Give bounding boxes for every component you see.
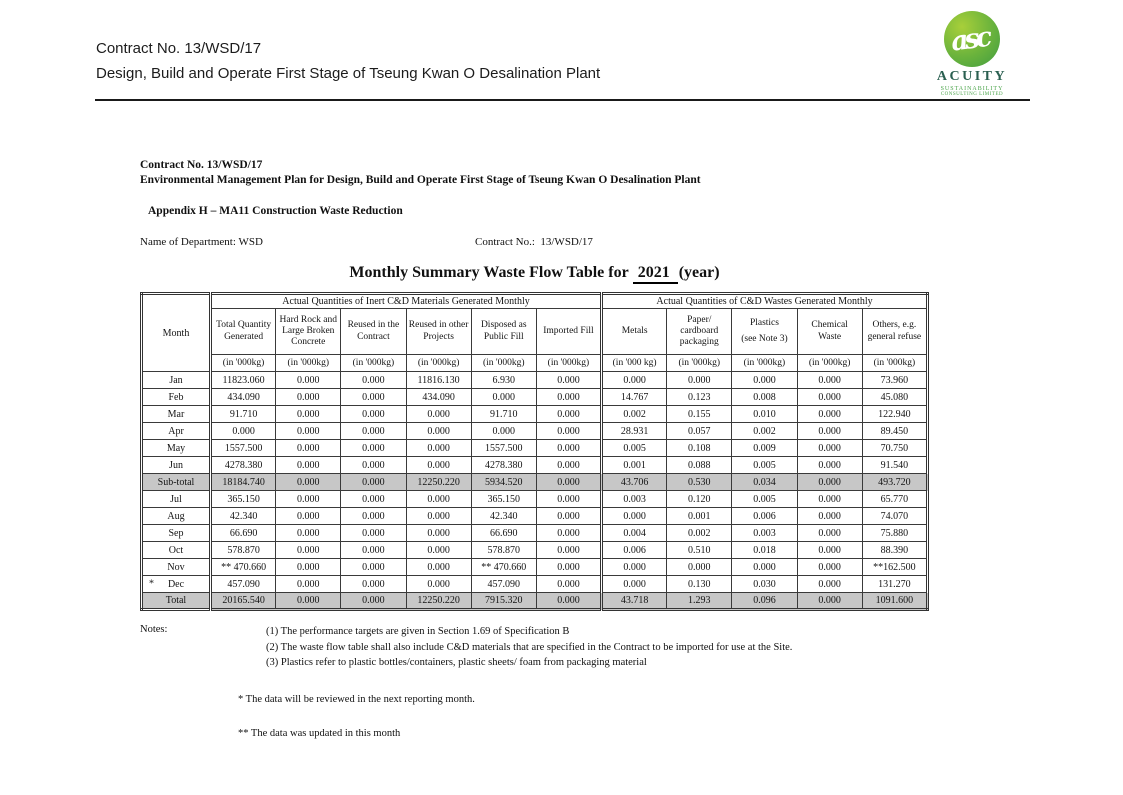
table-cell: 28.931 (602, 423, 667, 440)
table-cell: 0.000 (536, 474, 601, 491)
table-cell: 0.000 (536, 508, 601, 525)
month-cell: Apr (142, 423, 211, 440)
footnote-marker: * (149, 578, 154, 590)
table-cell: 0.530 (667, 474, 732, 491)
table-cell: 0.000 (797, 423, 862, 440)
table-cell: 7915.320 (471, 593, 536, 610)
column-header-row (142, 309, 928, 355)
table-cell: 578.870 (471, 542, 536, 559)
table-cell: 0.000 (406, 508, 471, 525)
table-cell: 0.000 (341, 576, 406, 593)
unit-header: (in '000 kg) (602, 355, 667, 372)
table-cell: 0.000 (797, 525, 862, 542)
table-title-prefix: Monthly Summary Waste Flow Table for (349, 264, 629, 281)
table-cell: 66.690 (211, 525, 276, 542)
table-cell: **162.500 (862, 559, 927, 576)
table-cell: 0.000 (797, 474, 862, 491)
table-cell: 0.000 (341, 423, 406, 440)
table-cell: 0.000 (276, 406, 341, 423)
group-header-row (142, 294, 928, 309)
department-name: Name of Department: WSD (140, 236, 263, 248)
table-cell: 0.000 (211, 423, 276, 440)
table-cell: 0.000 (406, 491, 471, 508)
table-cell: 0.000 (341, 525, 406, 542)
table-cell: 0.003 (602, 491, 667, 508)
table-cell: 45.080 (862, 389, 927, 406)
table-cell: 0.000 (341, 474, 406, 491)
unit-header: (in '000kg) (797, 355, 862, 372)
table-cell: 0.000 (341, 389, 406, 406)
table-cell: 43.718 (602, 593, 667, 610)
table-cell: 0.000 (536, 389, 601, 406)
table-cell: 74.070 (862, 508, 927, 525)
table-cell: 0.000 (276, 576, 341, 593)
table-cell: 0.030 (732, 576, 797, 593)
department-row (140, 236, 929, 250)
table-cell: 1557.500 (211, 440, 276, 457)
unit-header: (in '000kg) (406, 355, 471, 372)
unit-header: (in '000kg) (211, 355, 276, 372)
table-cell: 0.034 (732, 474, 797, 491)
table-cell: 365.150 (211, 491, 276, 508)
table-cell: 5934.520 (471, 474, 536, 491)
acuity-logo-subtitle: SUSTAINABILITY (940, 86, 1004, 92)
month-cell: Sep (142, 525, 211, 542)
table-cell: 18184.740 (211, 474, 276, 491)
table-cell: 4278.380 (471, 457, 536, 474)
table-cell: 0.130 (667, 576, 732, 593)
table-cell: 0.005 (602, 440, 667, 457)
table-cell: 0.000 (276, 542, 341, 559)
column-header: Disposed as Public Fill (471, 309, 536, 355)
table-cell: 0.000 (732, 559, 797, 576)
table-cell: 0.000 (406, 542, 471, 559)
table-cell: 0.000 (667, 372, 732, 389)
table-cell: 0.000 (797, 542, 862, 559)
table-cell: 1091.600 (862, 593, 927, 610)
table-cell: 0.000 (667, 559, 732, 576)
table-cell: 0.000 (341, 406, 406, 423)
table-cell: 0.000 (276, 559, 341, 576)
table-cell: 0.000 (536, 559, 601, 576)
table-row (142, 389, 928, 406)
month-cell: Jan (142, 372, 211, 389)
table-cell: 0.000 (797, 559, 862, 576)
table-cell: 91.540 (862, 457, 927, 474)
table-cell: 0.003 (732, 525, 797, 542)
table-cell: 0.000 (797, 372, 862, 389)
notes-section (140, 624, 929, 739)
table-cell: 0.000 (536, 542, 601, 559)
table-cell: 0.000 (341, 593, 406, 610)
table-cell: 0.155 (667, 406, 732, 423)
column-header: Paper/ cardboard packaging (667, 309, 732, 355)
month-cell: Aug (142, 508, 211, 525)
notes-list (266, 624, 792, 671)
column-header: Plastics (see Note 3) (732, 309, 797, 355)
table-row (142, 593, 928, 610)
table-row (142, 423, 928, 440)
table-cell: 11816.130 (406, 372, 471, 389)
acuity-logo-icon (944, 11, 1000, 67)
column-header: Others, e.g. general refuse (862, 309, 927, 355)
column-header: Reused in the Contract (341, 309, 406, 355)
unit-header: (in '000kg) (276, 355, 341, 372)
doc-contract-line: Contract No. 13/WSD/17 (140, 159, 263, 171)
table-cell: 0.000 (797, 491, 862, 508)
table-cell: 0.002 (602, 406, 667, 423)
table-cell: 0.000 (276, 474, 341, 491)
table-cell: 75.880 (862, 525, 927, 542)
table-cell: 91.710 (211, 406, 276, 423)
month-cell: Oct (142, 542, 211, 559)
table-cell: 131.270 (862, 576, 927, 593)
table-cell: 65.770 (862, 491, 927, 508)
double-star-note: ** The data was updated in this month (238, 727, 401, 739)
acuity-logo-name: ACUITY (936, 69, 1008, 84)
table-row (142, 525, 928, 542)
notes-label: Notes: (140, 624, 168, 635)
table-cell: 0.004 (602, 525, 667, 542)
table-cell: 0.000 (536, 406, 601, 423)
table-row (142, 559, 928, 576)
acuity-logo-subtitle2: CONSULTING LIMITED (940, 92, 1004, 97)
table-cell: 0.000 (276, 423, 341, 440)
table-cell: 0.000 (276, 389, 341, 406)
table-cell: 66.690 (471, 525, 536, 542)
table-cell: 0.000 (602, 576, 667, 593)
table-body (142, 372, 928, 610)
unit-header: (in '000kg) (471, 355, 536, 372)
table-cell: 0.018 (732, 542, 797, 559)
note-item: (3) Plastics refer to plastic bottles/containers, plastic sheets/ foam from packaging material (266, 657, 647, 668)
month-cell: Sub-total (142, 474, 211, 491)
table-cell: 122.940 (862, 406, 927, 423)
table-row (142, 457, 928, 474)
column-header: Reused in other Projects (406, 309, 471, 355)
unit-header: (in '000kg) (536, 355, 601, 372)
column-header: Hard Rock and Large Broken Concrete (276, 309, 341, 355)
table-cell: 1.293 (667, 593, 732, 610)
table-cell: 0.000 (536, 576, 601, 593)
month-cell: May (142, 440, 211, 457)
table-cell: 434.090 (211, 389, 276, 406)
table-cell: 0.000 (797, 457, 862, 474)
table-cell: 0.000 (341, 440, 406, 457)
unit-header: (in '000kg) (341, 355, 406, 372)
table-cell: 0.000 (406, 559, 471, 576)
table-cell: 0.123 (667, 389, 732, 406)
table-cell: 0.000 (276, 508, 341, 525)
table-cell: 0.000 (276, 372, 341, 389)
note-item: (2) The waste flow table shall also include C&D materials that are specified in the Contract to be imported for use at the Site. (266, 641, 793, 653)
table-title (140, 264, 929, 284)
waste-flow-table (140, 292, 929, 611)
unit-header: (in '000kg) (732, 355, 797, 372)
table-cell: 434.090 (406, 389, 471, 406)
document-body (140, 158, 929, 739)
table-cell: 0.000 (406, 423, 471, 440)
table-cell: 11823.060 (211, 372, 276, 389)
table-cell: 0.006 (732, 508, 797, 525)
table-cell: 12250.220 (406, 593, 471, 610)
table-row (142, 508, 928, 525)
unit-header: (in '000kg) (667, 355, 732, 372)
table-cell: 88.390 (862, 542, 927, 559)
appendix-title: Appendix H – MA11 Construction Waste Reduction (148, 205, 403, 217)
table-cell: 43.706 (602, 474, 667, 491)
table-cell: 89.450 (862, 423, 927, 440)
page-header-contract: Contract No. 13/WSD/17 (96, 40, 262, 57)
table-cell: 365.150 (471, 491, 536, 508)
table-cell: 0.005 (732, 491, 797, 508)
table-cell: 73.960 (862, 372, 927, 389)
page-header (96, 36, 600, 86)
table-cell: 0.000 (536, 372, 601, 389)
table-cell: 0.000 (276, 491, 341, 508)
table-row (142, 372, 928, 389)
table-cell: 493.720 (862, 474, 927, 491)
table-cell: 0.000 (797, 389, 862, 406)
table-cell: 0.000 (341, 559, 406, 576)
table-cell: 0.000 (406, 440, 471, 457)
table-cell: 4278.380 (211, 457, 276, 474)
table-cell: 0.000 (341, 491, 406, 508)
table-cell: 0.002 (667, 525, 732, 542)
note-item: (1) The performance targets are given in Section 1.69 of Specification B (266, 626, 570, 637)
table-cell: 42.340 (211, 508, 276, 525)
month-cell: Feb (142, 389, 211, 406)
month-cell: Jul (142, 491, 211, 508)
column-header: Total Quantity Generated (211, 309, 276, 355)
table-cell: 0.510 (667, 542, 732, 559)
table-cell: 0.000 (536, 491, 601, 508)
month-header: Month (142, 294, 211, 372)
table-row (142, 542, 928, 559)
table-cell: 0.000 (471, 423, 536, 440)
table-cell: 0.088 (667, 457, 732, 474)
table-cell: 0.000 (797, 593, 862, 610)
table-cell: 0.002 (732, 423, 797, 440)
table-row (142, 474, 928, 491)
table-cell: 0.000 (341, 508, 406, 525)
page-header-project: Design, Build and Operate First Stage of Tseung Kwan O Desalination Plant (96, 65, 601, 82)
table-cell: 1557.500 (471, 440, 536, 457)
units-row (142, 355, 928, 372)
table-cell: ** 470.660 (471, 559, 536, 576)
table-cell: 42.340 (471, 508, 536, 525)
month-cell: Nov (142, 559, 211, 576)
table-cell: 0.001 (602, 457, 667, 474)
column-header: Imported Fill (536, 309, 601, 355)
table-row (142, 406, 928, 423)
acuity-monogram: asc (949, 21, 991, 58)
table-cell: 6.930 (471, 372, 536, 389)
table-cell: 0.000 (536, 440, 601, 457)
table-cell: 0.000 (471, 389, 536, 406)
header-divider (95, 99, 1030, 101)
table-cell: 0.000 (276, 457, 341, 474)
table-cell: 0.120 (667, 491, 732, 508)
table-cell: 0.000 (341, 372, 406, 389)
table-cell: 0.001 (667, 508, 732, 525)
table-cell: 0.005 (732, 457, 797, 474)
table-cell: 12250.220 (406, 474, 471, 491)
table-cell: 0.000 (797, 508, 862, 525)
table-cell: 0.008 (732, 389, 797, 406)
table-title-suffix: (year) (678, 264, 720, 281)
table-cell: 0.000 (276, 440, 341, 457)
month-cell: Jun (142, 457, 211, 474)
table-cell: 457.090 (471, 576, 536, 593)
table-cell: 0.009 (732, 440, 797, 457)
table-cell: 0.000 (406, 576, 471, 593)
table-row (142, 440, 928, 457)
wastes-group-header: Actual Quantities of C&D Wastes Generated Monthly (602, 294, 928, 309)
month-cell: Total (142, 593, 211, 610)
table-cell: 0.000 (797, 440, 862, 457)
table-cell: 0.000 (797, 576, 862, 593)
unit-header: (in '000kg) (862, 355, 927, 372)
month-cell: * Dec (142, 576, 211, 593)
table-cell: 0.108 (667, 440, 732, 457)
table-cell: 0.000 (536, 593, 601, 610)
table-cell: 0.000 (797, 406, 862, 423)
column-header: Metals (602, 309, 667, 355)
table-cell: 0.057 (667, 423, 732, 440)
inert-group-header: Actual Quantities of Inert C&D Materials Generated Monthly (211, 294, 602, 309)
table-cell: 0.000 (536, 457, 601, 474)
table-cell: ** 470.660 (211, 559, 276, 576)
table-cell: 0.000 (341, 457, 406, 474)
table-cell: 0.000 (602, 508, 667, 525)
doc-emp-line: Environmental Management Plan for Design, Build and Operate First Stage of Tseung Kwan O Desalination Plant (140, 174, 701, 186)
table-cell: 0.000 (602, 559, 667, 576)
table-cell: 0.000 (341, 542, 406, 559)
acuity-logo (929, 11, 1015, 97)
table-title-year: 2021 (633, 264, 678, 284)
table-cell: 0.000 (276, 593, 341, 610)
table-cell: 0.000 (406, 525, 471, 542)
column-header: Chemical Waste (797, 309, 862, 355)
star-note: * The data will be reviewed in the next reporting month. (238, 693, 475, 705)
month-cell: Mar (142, 406, 211, 423)
table-cell: 578.870 (211, 542, 276, 559)
table-cell: 0.096 (732, 593, 797, 610)
table-cell: 20165.540 (211, 593, 276, 610)
table-cell: 0.000 (276, 525, 341, 542)
contract-number: Contract No.: 13/WSD/17 (475, 236, 593, 248)
table-cell: 0.000 (602, 372, 667, 389)
table-cell: 91.710 (471, 406, 536, 423)
table-cell: 0.000 (406, 406, 471, 423)
table-cell: 14.767 (602, 389, 667, 406)
table-row (142, 491, 928, 508)
table-cell: 457.090 (211, 576, 276, 593)
table-cell: 70.750 (862, 440, 927, 457)
table-cell: 0.006 (602, 542, 667, 559)
table-cell: 0.000 (732, 372, 797, 389)
table-cell: 0.000 (536, 423, 601, 440)
table-cell: 0.000 (536, 525, 601, 542)
table-cell: 0.010 (732, 406, 797, 423)
table-cell: 0.000 (406, 457, 471, 474)
table-row (142, 576, 928, 593)
